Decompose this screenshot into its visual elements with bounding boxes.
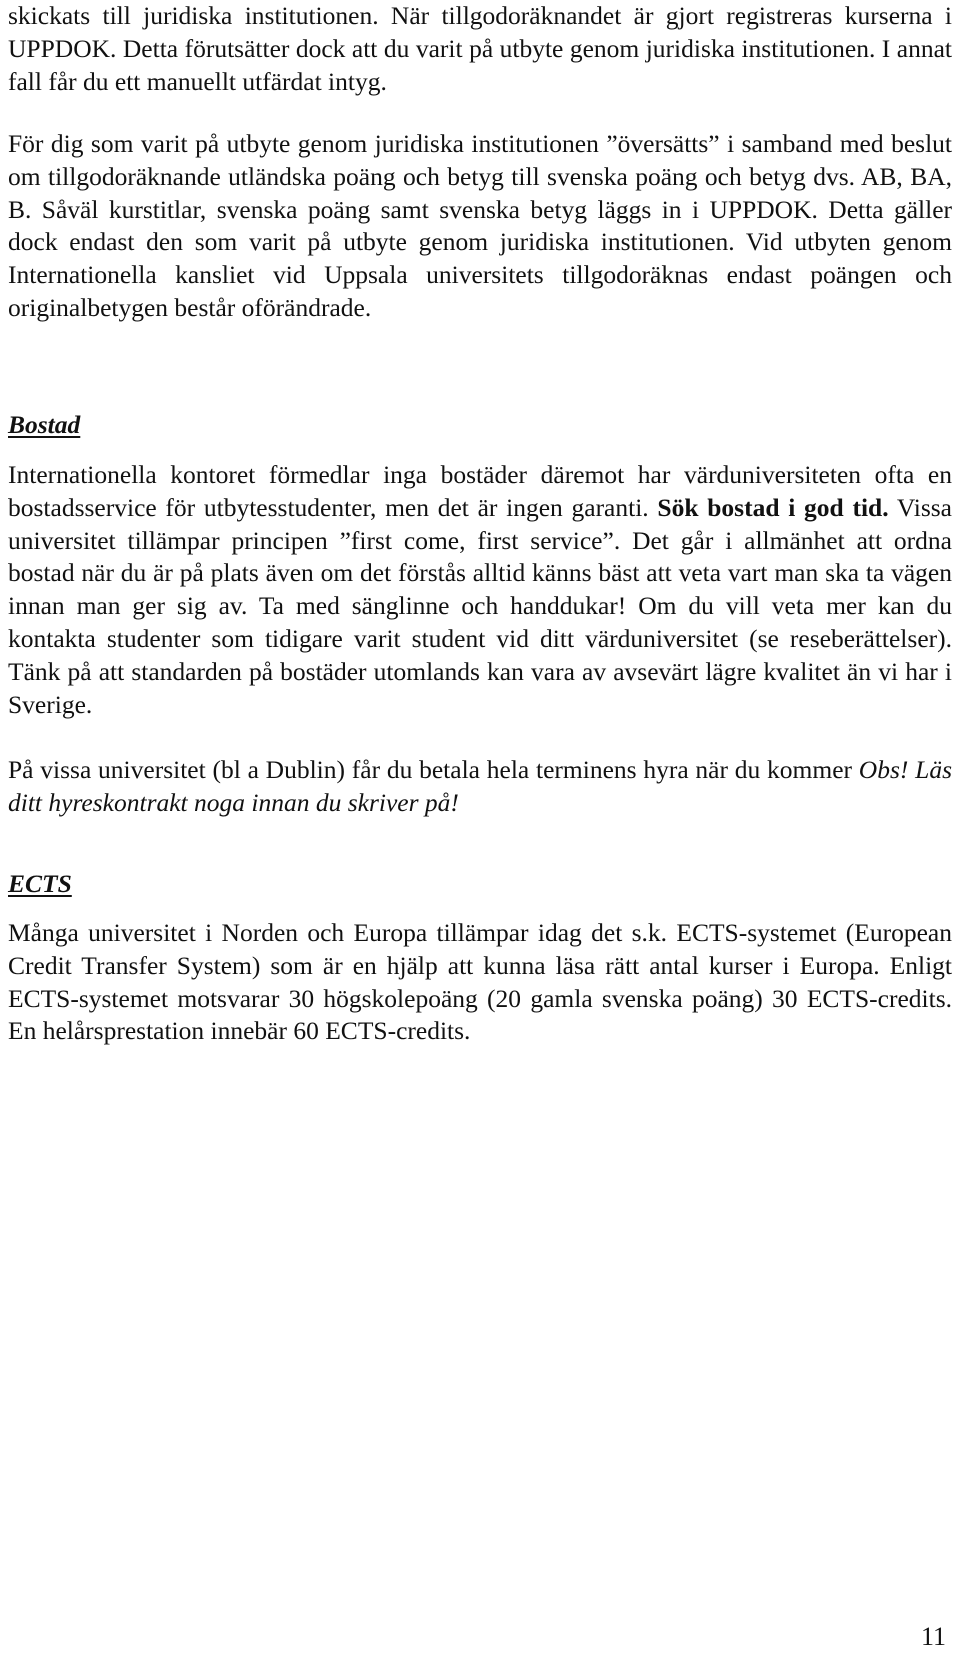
paragraph-oversattning-betyg: För dig som varit på utbyte genom juridiska institutionen ”översätts” i samband med beslut om tillgodoräknande utländska poäng och betyg till svenska poäng och betyg dvs. AB, BA, B. Såväl kurstitlar, svenska poäng samt svenska betyg läggs in i UPPDOK. Detta gäller dock endast den som varit på utbyte genom juridiska institutionen. Vid utbyten genom Internationella kansliet vid Uppsala universitets tillgodoräknas endast poängen och originalbetygen består oförändrade. — [8, 129, 952, 322]
paragraph-bostad — [8, 459, 952, 721]
paragraph-ects: Många universitet i Norden och Europa tillämpar idag det s.k. ECTS-systemet (European Credit Transfer System) som är en hjälp att kunna läsa rätt antal kurser i Europa. Enligt ECTS-systemet motsvarar 30 högskolepoäng (20 gamla svenska poäng) 30 ECTS-credits. En helårsprestation innebär 60 ECTS-credits. — [8, 918, 952, 1046]
bostad-bold-advice: Sök bostad i god tid. — [657, 492, 889, 522]
page-number: 11 — [920, 1622, 946, 1651]
bostad-text-part1: Internationella kontoret förmedlar inga bostäder däremot har värduniversiteten ofta en bostadsservice för utbytesstudenter, men det är ingen garanti. — [8, 460, 952, 522]
heading-bostad: Bostad — [8, 410, 81, 439]
hyra-text: På vissa universitet (bl a Dublin) får du betala hela terminens hyra när du kommer — [8, 755, 859, 784]
hyra-italic-warning: Obs! Läs ditt hyreskontrakt noga innan du skriver på! — [8, 755, 952, 817]
heading-ects: ECTS — [8, 869, 72, 898]
paragraph-hyra — [8, 754, 952, 820]
bostad-text-part2: Vissa universitet tillämpar principen ”first come, first service”. Det går i allmänhet att ordna bostad när du är på plats även om det förstås alltid känns bäst att veta vart man ska ta vägen innan man ger sig av. Ta med sänglinne och handdukar! Om du vill veta mer kan du kontakta studenter som tidigare varit student vid ditt värduniversitet (se reseberättelser). Tänk på att standarden på bostäder utomlands kan vara av avsevärt lägre kvalitet än vi har i Sverige. — [8, 492, 952, 719]
paragraph-tillgodorakning-registrering: skickats till juridiska institutionen. När tillgodoräknandet är gjort registreras kurserna i UPPDOK. Detta förutsätter dock att du varit på utbyte genom juridiska institutionen. I annat fall får du ett manuellt utfärdat intyg. — [8, 1, 952, 96]
